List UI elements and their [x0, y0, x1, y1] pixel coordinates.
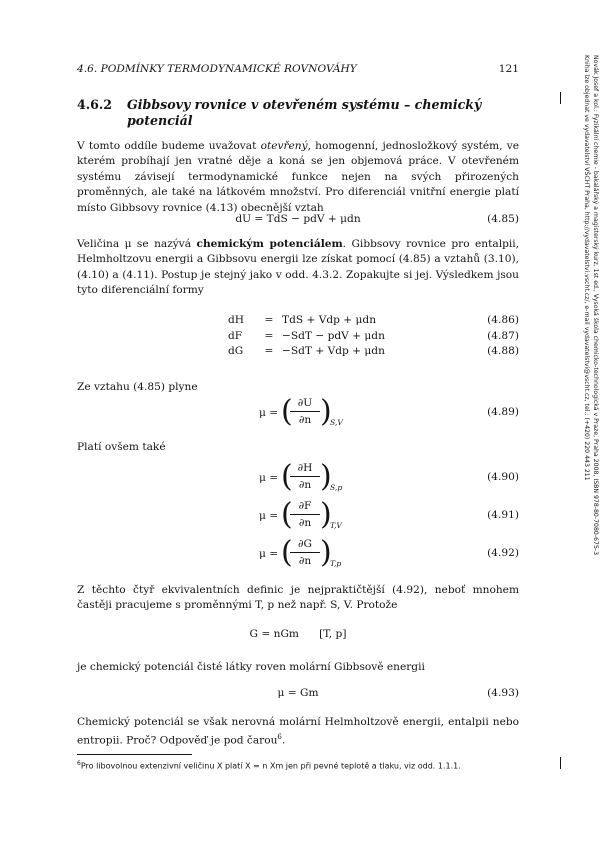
- partial-derivative: [290, 462, 320, 492]
- fraction-bar: [290, 514, 320, 515]
- section-title: Gibbsovy rovnice v otevřeném systému – chemický potenciál: [127, 97, 482, 128]
- paragraph-text-b: . Gibbsovy rovnice pro entalpii, Helmholtzovu energii a Gibbsovu energii lze získat pomocí (4.85) a vztahů (3.10), (4.10) a (4.11). Postup je stejný jako v odd. 4.3.2. Zopakujte si jej. Výsledkem jsou tyto diferenciální formy: [77, 238, 520, 297]
- partial-derivative: [290, 538, 320, 568]
- paragraph-pure-substance: je chemický potenciál čisté látky roven molární Gibbsově energii: [77, 661, 425, 673]
- equation-lhs: dF: [228, 329, 243, 342]
- partial-derivative: [290, 397, 320, 427]
- right-paren: ): [320, 535, 332, 570]
- equation-expression: dU = TdS − pdV + μdn: [235, 213, 361, 225]
- equation-4-92: [77, 535, 519, 575]
- right-paren: ): [320, 459, 332, 494]
- running-header: [77, 63, 519, 75]
- equation-number: (4.87): [487, 329, 519, 342]
- equation-rhs: −SdT + Vdp + μdn: [282, 345, 385, 357]
- paragraph-four-definitions: Z těchto čtyř ekvivalentních definic je nejpraktičtější (4.92), neboť mnohem častěji pracujeme s proměnnými T, p než např. S, V. Protože: [77, 584, 519, 612]
- side-note: [530, 55, 600, 695]
- equation-number: (4.91): [487, 509, 519, 521]
- paragraph-intro-text-b: , homogenní, jednosložkový systém, ve kterém probíhají jen vratné děje a koná se jen objemová práce. V otevřeném systému závisejí termodynamické funkce nejen na svých přirozených proměnných, ale také na látkovém množství. Pro diferenciál vnitřní energie platí místo Gibbsovy rovnice (4.13) obecnější vztah: [77, 140, 519, 214]
- left-paren: (: [281, 459, 293, 494]
- footnote-number: 6: [77, 760, 81, 767]
- side-note-text: [582, 55, 600, 695]
- term-chemical-potential: chemickým potenciálem: [196, 238, 343, 250]
- footnote-text: Pro libovolnou extenzivní veličinu X platí X = n Xm jen při pevné teplotě a tlaku, viz odd. 1.1.1.: [80, 761, 461, 771]
- paragraph-intro-text-a: V tomto oddíle budeme uvažovat: [77, 140, 261, 152]
- page-number: 121: [498, 63, 519, 75]
- equation-expression: μ = Gm: [277, 687, 319, 699]
- derivative-subscript: T,V: [330, 521, 342, 530]
- derivative-denominator: ∂n: [298, 517, 312, 529]
- paragraph-helmholtz-remark: [77, 715, 519, 749]
- left-paren: (: [281, 535, 293, 570]
- derivative-denominator: ∂n: [298, 479, 312, 491]
- fraction-bar: [290, 476, 320, 477]
- paragraph-text-a: Veličina μ se nazývá: [77, 238, 197, 250]
- left-paren: (: [281, 497, 293, 532]
- side-note-citation: Novák Josef a kol.: Fyzikální chemie - bakalářský a magisterský kurz, 1st ed., Vysoká škola chemicko-technologická v Praze, Praha 2008, ISBN 978-80-7080-675-3: [592, 55, 599, 556]
- equation-number: (4.93): [487, 687, 519, 699]
- equation-4-88: [77, 345, 519, 361]
- footnote-rule: [77, 754, 192, 755]
- paragraph-intro: [77, 139, 519, 216]
- derivative-subscript: S,p: [330, 483, 343, 492]
- equation-number: (4.89): [487, 406, 519, 418]
- equation-4-85: [77, 213, 519, 228]
- paragraph-end: .: [281, 734, 286, 747]
- equation-rhs: −SdT − pdV + μdn: [282, 329, 385, 342]
- derivative-numerator: ∂F: [298, 500, 312, 512]
- right-paren: ): [320, 497, 332, 532]
- equation-4-86: [77, 314, 519, 330]
- derivative-numerator: ∂H: [297, 462, 313, 474]
- equation-4-90: [77, 459, 519, 499]
- equation-number: (4.86): [487, 314, 519, 326]
- equation-lhs: μ =: [259, 548, 279, 560]
- equation-4-87: [77, 330, 519, 346]
- footnote-marker[interactable]: 6: [277, 733, 282, 742]
- equation-operator: =: [264, 314, 274, 326]
- paragraph-chemical-potential: [77, 237, 519, 299]
- equation-4-91: [77, 497, 519, 537]
- derivative-numerator: ∂G: [298, 538, 312, 550]
- paragraph-from-relation: Ze vztahu (4.85) plyne: [77, 381, 198, 393]
- footnote: [77, 760, 527, 771]
- fraction-bar: [290, 552, 320, 553]
- equation-lhs: μ =: [259, 510, 279, 522]
- equation-number: (4.90): [487, 471, 519, 483]
- running-title: 4.6. PODMÍNKY TERMODYNAMICKÉ ROVNOVÁHY: [77, 63, 357, 75]
- equation-lhs: dG: [228, 345, 244, 357]
- derivative-numerator: ∂U: [297, 397, 313, 409]
- left-paren: (: [281, 394, 293, 429]
- derivative-subscript: T,p: [330, 559, 342, 568]
- equation-operator: =: [264, 329, 274, 342]
- derivative-denominator: ∂n: [298, 414, 312, 426]
- partial-derivative: [290, 500, 320, 530]
- derivative-subscript: S,V: [330, 418, 343, 427]
- right-paren: ): [320, 394, 332, 429]
- equation-operator: =: [264, 345, 274, 357]
- fraction-bar: [290, 411, 320, 412]
- equation-lhs: dH: [228, 314, 245, 326]
- equation-4-93: [77, 687, 519, 702]
- equation-rhs: TdS + Vdp + μdn: [282, 314, 377, 326]
- equation-number: (4.92): [487, 547, 519, 559]
- paragraph-also-holds: Platí ovšem také: [77, 441, 166, 453]
- equation-g-n-gm: [77, 628, 519, 643]
- side-note-ordering: Kniha lze objednat ve vydavatelství VŠCHT Praha, http://vydavatelstvi.vscht.cz/, e-mail vydavatelstvi@vscht.cz, tel.: (+420) 220 443 211: [583, 55, 590, 481]
- derivative-denominator: ∂n: [298, 555, 312, 567]
- emphasis-open: otevřený: [260, 140, 308, 152]
- section-number: 4.6.2: [77, 97, 113, 112]
- equation-group-4-86-4-88: [77, 314, 519, 361]
- equation-lhs: μ =: [259, 407, 279, 419]
- equation-number: (4.88): [487, 345, 519, 357]
- paragraph-text: Chemický potenciál se však nerovná molární Helmholtzově energii, entalpii nebo entropii. Proč? Odpověď je pod čarou: [77, 716, 519, 747]
- equation-expression: G = nGm [T, p]: [249, 628, 347, 640]
- equation-lhs: μ =: [259, 472, 279, 484]
- margin-rule-bottom: [560, 757, 561, 769]
- equation-4-89: [77, 394, 519, 434]
- equation-number: (4.85): [487, 213, 519, 225]
